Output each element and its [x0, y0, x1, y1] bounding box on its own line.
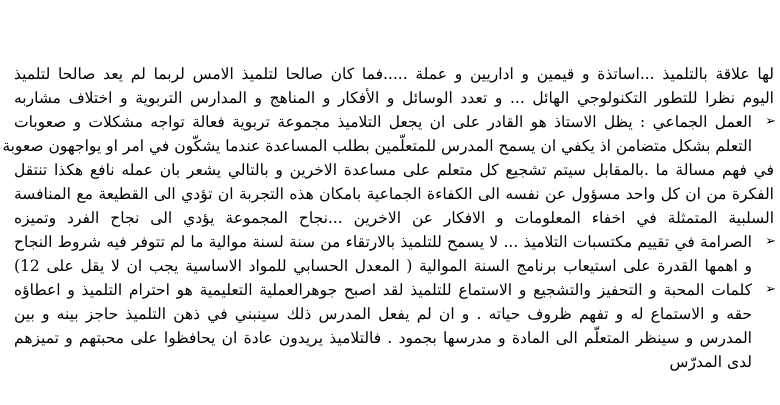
encouragement-line-3: المدرس و سينظر المتعلّم الى المادة و مدرسها بجمود . فالتلاميذ يريدون عادة ان يحافظوا على محبتهم و تميزهم: [14, 329, 752, 347]
bullet-rigor: [14, 230, 774, 254]
teamwork-line-3: في فهم مسالة ما .بالمقابل سيتم تشجيع كل متعلم على مساعدة الاخرين و بالتالي يشعر بان عمله نافع هكذا تنتقل: [14, 161, 774, 179]
bullet-teamwork: [14, 110, 774, 134]
teamwork-line-2: التعلم بشكل متضامن اذ يكفي ان يسمح المدرس للمتعلّمين بطلب المساعدة عندما يشكّون في امر او يواجهون صعوبة: [2, 137, 752, 155]
encouragement-line-2: حقه و الاستماع له و تفهم ظروف حياته . و ان لم يفعل المدرس ذلك سينبني في ذهن التلميذ حاجز بينه و بين: [14, 305, 752, 323]
arrow-bullet-icon: ➢: [765, 234, 776, 249]
encouragement-line-4: لدى المدرّس: [669, 353, 752, 371]
arrow-bullet-icon: ➢: [765, 114, 776, 129]
rigor-line-1: الصرامة في تقييم مكتسبات التلاميذ ... لا يسمح للتلميذ بالارتقاء من سنة لسنة موالية ما لم تتوفر فيه شروط النجاح: [14, 233, 752, 251]
arrow-bullet-icon: ➢: [765, 282, 776, 297]
encouragement-line-1: كلمات المحبة و التحفيز والتشجيع و الاستماع للتلميذ لقد اصبح جوهرالعملية التعليمية هو احترام التلميذ و اعطاؤه: [14, 281, 752, 299]
bullet-encouragement: [14, 278, 774, 302]
teamwork-line-5: السلبية المتمثلة في اخفاء المعلومات و الافكار عن الاخرين ...نجاح المجموعة يؤدي الى نجاح الفرد وتميزه: [14, 209, 774, 227]
intro-line-2: اليوم نظرا للتطور التكنولوجي الهائل ... و تعدد الوسائل و الأفكار و المناهج و المدارس التربوية و اختلاف مشاربه: [14, 89, 774, 107]
intro-line-1: لها علاقة بالتلميذ ...اساتذة و قيمين و اداريين و عملة .....فما كان صالحا لتلميذ الامس لربما لم يعد صالحا لتلميذ: [14, 65, 774, 83]
teamwork-line-4: الفكرة من ان كل واحد مسؤول عن نفسه الى الكفاءة الجماعية بامكان هذه التجربة ان تؤدي الى القطيعة مع المنافسة: [14, 185, 774, 203]
rigor-line-2: و اهمها القدرة على استيعاب برنامج السنة الموالية ( المعدل الحسابي للمواد الاساسية يجب ان لا يقل على 12): [14, 257, 752, 275]
teamwork-line-1: العمل الجماعي : يظل الاستاذ هو القادر على ان يجعل التلاميذ مجموعة تربوية فعالة تواجه مشكلات و صعوبات: [14, 113, 752, 131]
